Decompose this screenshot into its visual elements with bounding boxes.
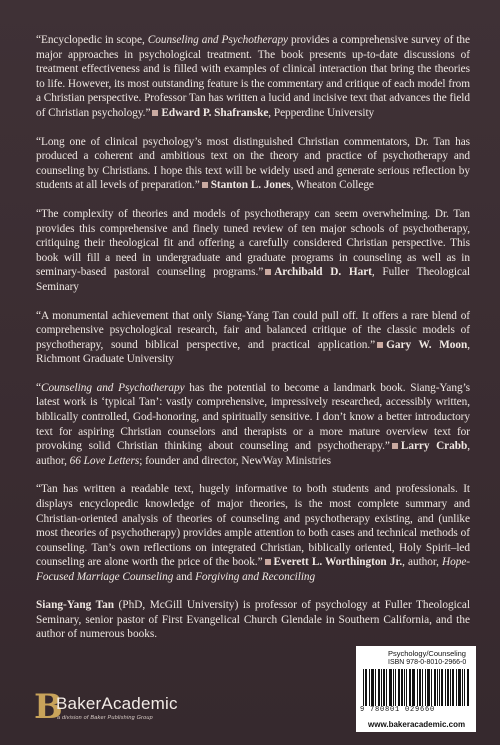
endorser-affiliation: , Fuller Theological Seminary	[36, 266, 470, 293]
quote-text: provides a comprehensive survey of the major approaches in psychological treatment. The book presents up-to-date discussions of treatment effectiveness and is filled with examples of clinical interaction that bring the theories to life. However, its most outstanding feature is the commentary and critique of each model from a Christian perspective. Professor Tan has written a lucid and incisive text that advances the field of Christian psychology.”	[36, 34, 470, 119]
endorsement	[36, 482, 470, 584]
book-title: Counseling and Psychotherapy	[40, 381, 185, 394]
baker-b-logo-icon: B	[34, 687, 63, 727]
quote-text: “	[36, 381, 41, 394]
barcode-digits: 9 780801 029660	[360, 706, 472, 714]
author-name: Siang-Yang Tan	[36, 599, 114, 611]
endorser-name: Everett L. Worthington Jr.	[273, 556, 403, 569]
endorsement	[36, 207, 470, 295]
endorser-name: Larry Crabb	[400, 440, 468, 453]
endorser-book-title: Hope-Focused Marriage Counseling	[36, 556, 470, 583]
bio-text: (PhD, McGill University) is professor of psychology at Fuller Theological Seminary, senior pastor of First Evangelical Church Glendale in Southern California, and the author of numerous books.	[36, 599, 470, 641]
endorser-name: Gary W. Moon	[386, 338, 468, 351]
endorser-affiliation: ; founder and director, NewWay Ministries	[139, 454, 331, 467]
endorser-name: Archibald D. Hart	[274, 266, 372, 279]
square-bullet-icon	[392, 443, 398, 449]
bisac-category: Psychology/Counseling	[388, 649, 466, 658]
square-bullet-icon	[265, 559, 271, 565]
endorsement	[36, 33, 470, 121]
endorsements	[36, 33, 470, 599]
book-title: Counseling and Psychotherapy	[147, 34, 289, 46]
square-bullet-icon	[377, 342, 383, 348]
quote-text: “Tan has written a readable text, hugely informative to both students and professionals. It displays encyclopedic knowledge of major theories, is the most complete summary and Christian-oriented analysis of theories of counseling and psychotherapy existing, and (unlike most theories of psychotherapy) provides ample attention to both cases and technical methods of counseling. Tan’s own reflections on integrated Christian, biblically oriented, Holy Spirit–led counseling are alone worth the price of the book.”	[36, 483, 470, 569]
publisher-subtitle: a division of Baker Publishing Group	[57, 715, 153, 721]
endorser-book-title: Forgiving and Reconciling	[195, 571, 316, 583]
square-bullet-icon	[265, 269, 271, 275]
endorser-affiliation: , Pepperdine University	[268, 106, 375, 119]
endorser-affiliation: and	[173, 571, 196, 583]
endorsement	[36, 309, 470, 367]
square-bullet-icon	[202, 182, 208, 188]
quote-text: “A monumental achievement that only Siang-Yang Tan could pull off. It offers a rare blend of comprehensive psychological research, fair and balanced critique of the classic models of psychotherapy, sound biblical perspective, and practical application.”	[36, 309, 470, 351]
quote-text: “The complexity of theories and models of psychotherapy can seem overwhelming. Dr. Tan provides this comprehensive and finely tuned review of ten major schools of psychotherapy, critiquing their theological fit and offering a carefully considered Christian perspective. This book will fill a need in undergraduate and graduate programs in counseling as well as in seminary-based pastoral counseling programs.”	[36, 207, 470, 279]
endorser-affiliation: , author,	[36, 440, 470, 467]
barcode-panel	[356, 646, 476, 732]
publisher-logo	[34, 687, 244, 728]
endorsement	[36, 381, 470, 469]
endorser-name: Edward P. Shafranske	[161, 106, 269, 119]
endorser-book-title: 66 Love Letters	[69, 454, 140, 467]
isbn: ISBN 978-0-8010-2966-0	[388, 659, 467, 666]
endorser-affiliation: , author,	[402, 556, 443, 569]
quote-text: “Encyclopedic in scope,	[36, 34, 148, 46]
endorser-affiliation: , Wheaton College	[290, 179, 374, 192]
endorsement	[36, 135, 470, 193]
publisher-name: BakerAcademic	[56, 694, 178, 713]
author-bio	[36, 598, 470, 642]
square-bullet-icon	[152, 110, 158, 116]
quote-text: has the potential to become a landmark book. Siang-Yang’s latest work is ‘typical Tan’: vastly comprehensive, impressively researched, accessibly written, biblically controlled, God-honoring, and spiritually sensitive. I don’t know a better introductory text for aspiring Christian counselors and therapists or a more mature overview text for provoking solid Christian thinking about counseling and psychotherapy.”	[36, 381, 471, 453]
endorser-name: Stanton L. Jones	[210, 179, 291, 192]
endorser-affiliation: , Richmont Graduate University	[36, 338, 470, 366]
publisher-url: www.bakeracademic.com	[368, 720, 466, 729]
quote-text: “Long one of clinical psychology’s most distinguished Christian commentators, Dr. Tan has produced a coherent and ambitious text on the theory and practice of psychotherapy and counseling by Christians. I hope this text will be widely used and generate serious reflection by students at all levels of preparation.”	[36, 135, 470, 192]
